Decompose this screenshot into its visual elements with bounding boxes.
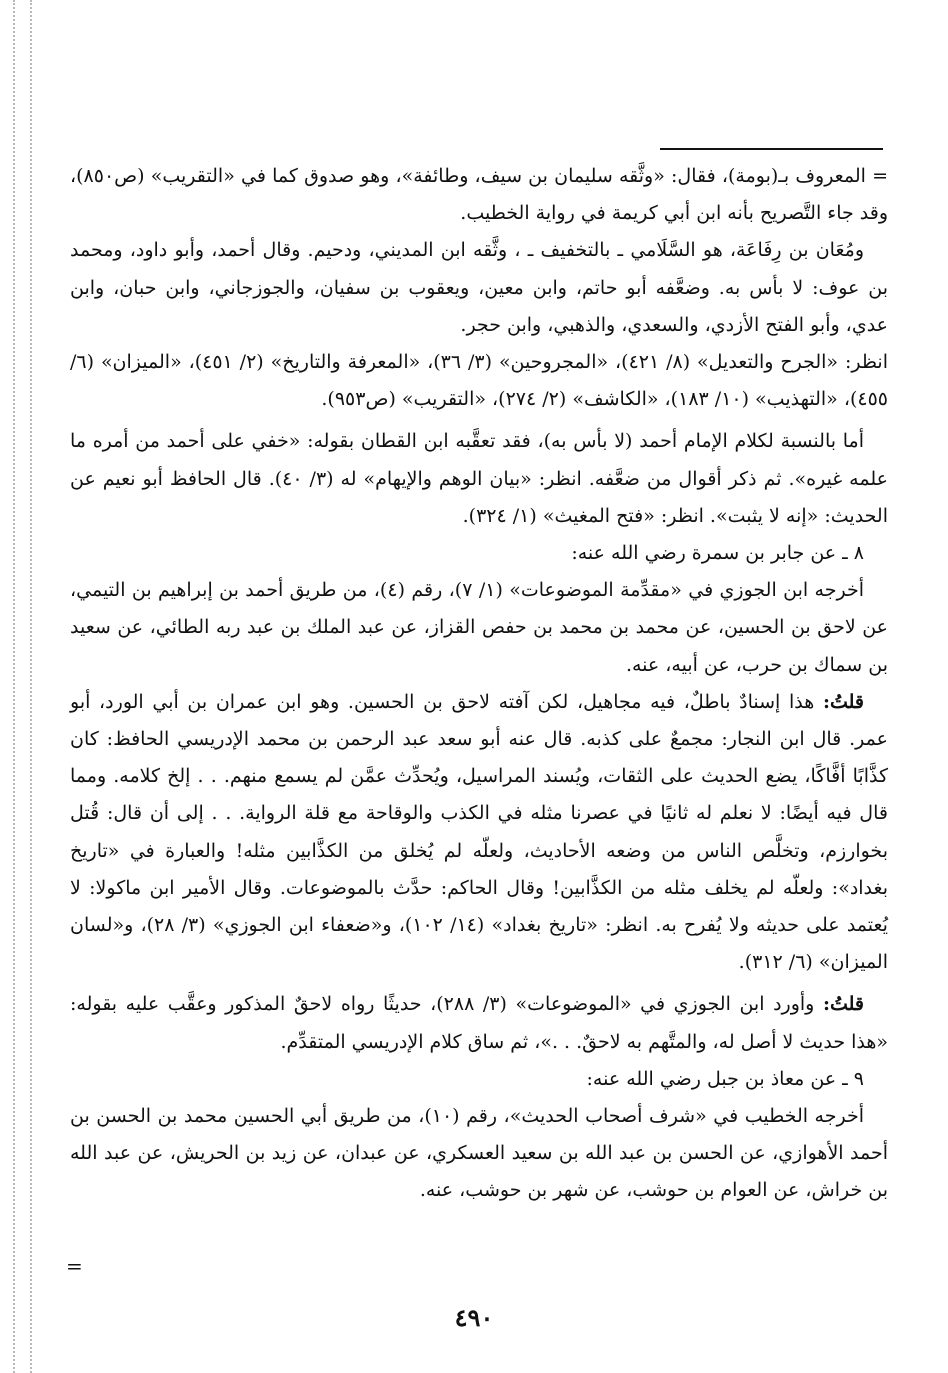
- page-text: [70, 158, 888, 1210]
- paragraph-label: قلتُ:: [822, 993, 864, 1016]
- paragraph-text: هذا إسنادٌ باطلٌ، فيه مجاهيل، لكن آفته لاحق بن الحسين. وهو ابن عمران بن أبي الورد، أبو عمر. قال ابن النجار: مجمعٌ على كذبه. قال عنه أبو سعد عبد الرحمن بن محمد الإدريسي الحافظ: كان كذَّابًا أفَّاكًا، يضع الحديث على الثقات، ويُسند المراسيل، ويُحدِّث عمَّن لم يسمع منهم. . . إلخ كلامه. ومما قال فيه أيضًا: لا نعلم له ثانيًا في عصرنا مثله في الكذب والوقاحة مع قلة الرواية. . . إلى أن قال: قُتل بخوارزم، وتخلَّص الناس من وضعه الأحاديث، ولعلّه لم يُخلق من الكذَّابين مثله! والعبارة في «تاريخ بغداد»: ولعلّه لم يخلف مثله من الكذَّابين! وقال الحاكم: حدَّث بالموضوعات. وقال الأمير ابن ماكولا: لا يُعتمد على حديثه ولا يُفرح به. انظر: «تاريخ بغداد» (١٤/ ١٠٢)، و«ضعفاء ابن الجوزي» (٣/ ٢٨)، و«لسان الميزان» (٦/ ٣١٢).: [70, 690, 888, 974]
- footnote-block: [70, 158, 888, 418]
- footnote-paragraph: = المعروف بـ(بومة)، فقال: «وثَّقه سليمان بن سيف، وطائفة»، وهو صدوق كما في «التقريب» (ص٨٥٠)، وقد جاء التَّصريح بأنه ابن أبي كريمة في رواية الخطيب.: [70, 165, 888, 225]
- paragraph: أخرجه ابن الجوزي في «مقدِّمة الموضوعات» (١/ ٧)، رقم (٤)، من طريق أحمد بن إبراهيم بن التيمي، عن لاحق بن الحسين، عن محمد بن محمد بن حفص القزاز، عن عبد الملك بن عبد ربه الطائي، عن سعيد بن سماك بن حرب، عن أبيه، عنه.: [70, 579, 888, 676]
- footnote-separator: [660, 148, 883, 150]
- footnote-paragraph: ومُعَان بن رِفَاعَة، هو السَّلَامي ـ بالتخفيف ـ ، وثَّقه ابن المديني، ودحيم. وقال أحمد، وأبو داود، ومحمد بن عوف: لا بأس به. وضعَّفه أبو حاتم، وابن معين، ويعقوب بن سفيان، والجوزجاني، وابن حبان، وابن عدي، وأبو الفتح الأزدي، والسعدي، والذهبي، وابن حجر.: [70, 239, 888, 336]
- paragraph: [70, 986, 888, 1060]
- page-number: ٤٩٠: [454, 1303, 494, 1332]
- paragraph: [70, 684, 888, 982]
- paragraph-text: وأورد ابن الجوزي في «الموضوعات» (٣/ ٢٨٨)، حديثًا رواه لاحقٌ المذكور وعقَّب عليه بقوله: «هذا حديث لا أصل له، والمتَّهم به لاحقٌ. . .»، ثم ساق كلام الإدريسي المتقدِّم.: [70, 993, 888, 1053]
- continuation-marker: =: [66, 1254, 83, 1278]
- paragraph-label: قلتُ:: [822, 690, 864, 713]
- section-heading: ٩ ـ عن معاذ بن جبل رضي الله عنه:: [586, 1067, 864, 1090]
- scan-dotted-edge: [13, 0, 15, 1373]
- paragraph: أخرجه الخطيب في «شرف أصحاب الحديث»، رقم (١٠)، من طريق أبي الحسين محمد بن الحسن بن أحمد الأهوازي، عن الحسن بن عبد الله بن سعيد العسكري، عن عبدان، عن زيد بن الحريش، عن عبد الله بن خراش، عن العوام بن حوشب، عن شهر بن حوشب، عنه.: [70, 1105, 888, 1202]
- paragraph: أما بالنسبة لكلام الإمام أحمد (لا بأس به)، فقد تعقَّبه ابن القطان بقوله: «خفي على أحمد من أمره ما علمه غيره». ثم ذكر أقوال من ضعَّفه. انظر: «بيان الوهم والإيهام» له (٣/ ٤٠). قال الحافظ أبو نعيم عن الحديث: «إنه لا يثبت». انظر: «فتح المغيث» (١/ ٣٢٤).: [70, 430, 888, 527]
- section-heading: ٨ ـ عن جابر بن سمرة رضي الله عنه:: [571, 542, 864, 565]
- footnote-paragraph: انظر: «الجرح والتعديل» (٨/ ٤٢١)، «المجروحين» (٣/ ٣٦)، «المعرفة والتاريخ» (٢/ ٤٥١)، «الميزان» (٦/ ٤٥٥)، «التهذيب» (١٠/ ١٨٣)، «الكاشف» (٢/ ٢٧٤)، «التقريب» (ص٩٥٣).: [70, 351, 888, 411]
- scan-dotted-edge: [30, 0, 32, 1373]
